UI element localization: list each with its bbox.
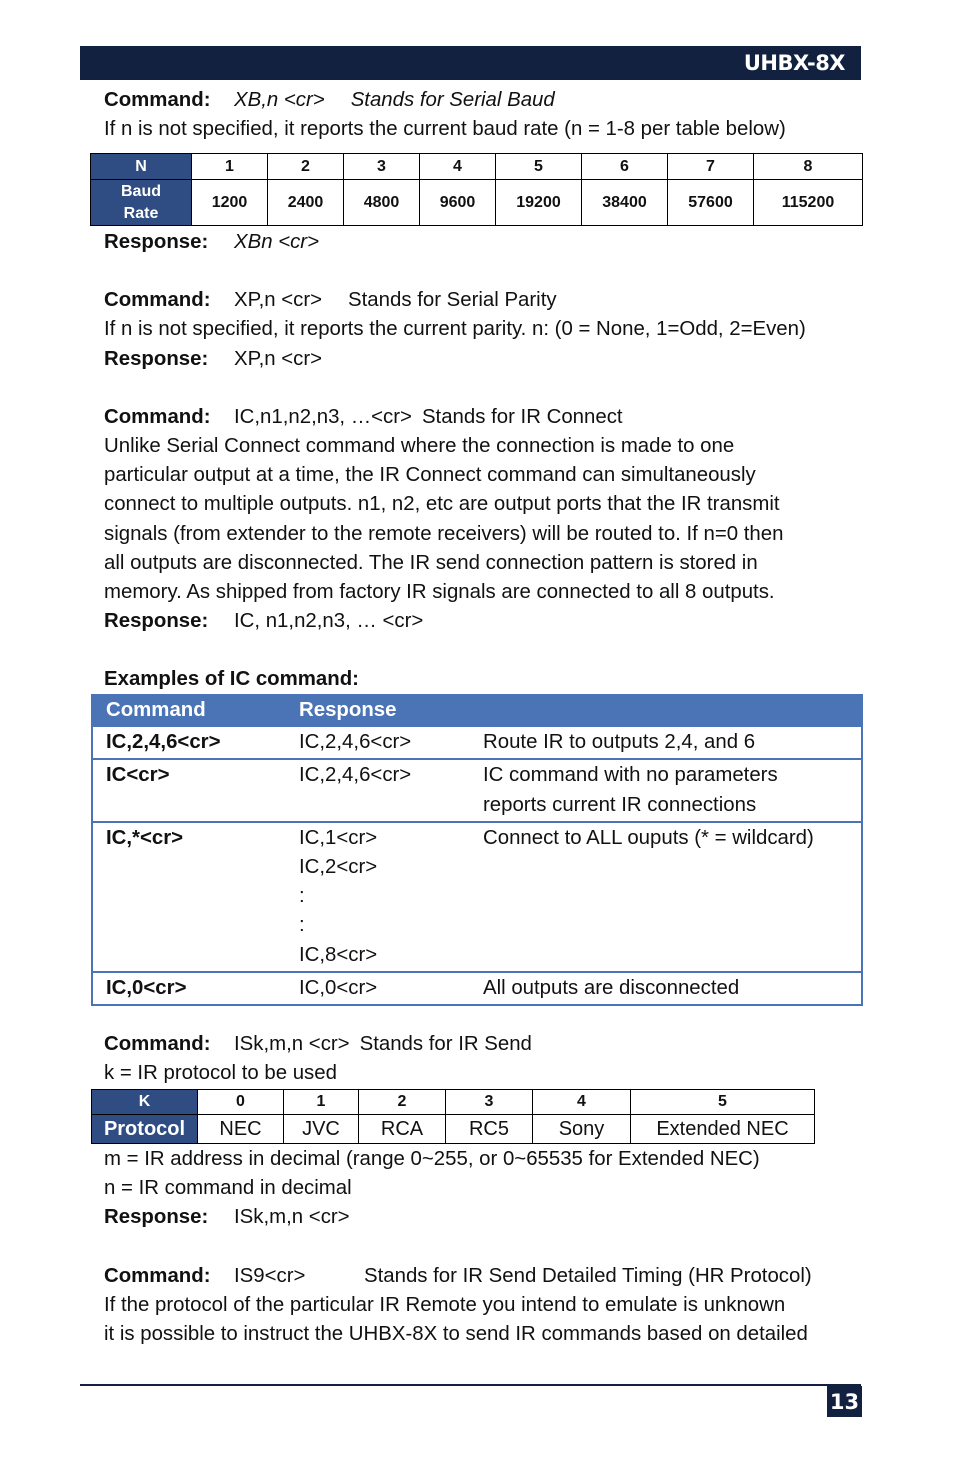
ic-desc-line: connect to multiple outputs. n1, n2, etc are output ports that the IR transmit — [104, 493, 780, 516]
example-command: IC,0<cr> — [92, 972, 286, 1005]
example-response: IC,0<cr> — [286, 972, 470, 1005]
example-note-line: reports current IR connections — [483, 793, 757, 816]
example-note-line: IC command with no parameters — [483, 764, 778, 787]
examples-col-command: Command — [92, 694, 286, 727]
baud-table-rate-header — [91, 180, 192, 226]
command-label: Command: — [104, 405, 211, 428]
is9-desc-line: it is possible to instruct the UHBX-8X to send IR commands based on detailed — [104, 1323, 808, 1346]
example-response-line: IC,2<cr> — [299, 856, 378, 879]
example-note: Connect to ALL ouputs (* = wildcard) — [470, 822, 862, 972]
is9-command-line — [104, 1262, 874, 1291]
ir-protocol-table — [91, 1089, 815, 1144]
is9-command-desc: Stands for IR Send Detailed Timing (HR Protocol) — [364, 1264, 812, 1287]
baud-command-line — [104, 86, 874, 115]
examples-col-note — [470, 694, 862, 727]
examples-header-row — [92, 694, 862, 727]
baud-table-n-row — [91, 154, 863, 180]
is-command-desc: Stands for IR Send — [359, 1033, 532, 1055]
ic-desc-line: particular output at a time, the IR Connect command can simultaneously — [104, 464, 756, 487]
example-command: IC,2,4,6<cr> — [92, 727, 286, 759]
response-label: Response: — [104, 1206, 209, 1229]
command-label: Command: — [104, 89, 211, 111]
ic-desc-line: Unlike Serial Connect command where the connection is made to one — [104, 435, 735, 458]
example-response: IC,2,4,6<cr> — [286, 727, 470, 759]
ir-send-block — [104, 1030, 874, 1088]
command-label: Command: — [104, 1033, 211, 1055]
baud-command-block — [104, 86, 874, 144]
protocol-k-cell: 5 — [631, 1090, 815, 1115]
example-response — [286, 822, 470, 972]
baud-n-cell: 2 — [268, 154, 344, 180]
protocol-k-cell: 4 — [533, 1090, 631, 1115]
parity-response-line — [104, 345, 874, 374]
ic-command-line — [104, 403, 874, 432]
baud-n-cell: 1 — [192, 154, 268, 180]
response-label: Response: — [104, 610, 209, 633]
example-response-line: : — [299, 885, 305, 908]
example-response: IC,2,4,6<cr> — [286, 759, 470, 821]
ic-response: IC, n1,n2,n3, … <cr> — [234, 610, 424, 633]
baud-rate-cell: 38400 — [582, 180, 668, 226]
is-response-line — [104, 1203, 874, 1232]
protocol-k-cell: 2 — [359, 1090, 446, 1115]
parity-command-line — [104, 286, 874, 315]
baud-rate-cell: 4800 — [344, 180, 420, 226]
baud-n-cell: 7 — [668, 154, 754, 180]
table-row — [92, 822, 862, 972]
is-response: ISk,m,n <cr> — [234, 1206, 350, 1229]
is-n-desc: n = IR command in decimal — [104, 1177, 352, 1200]
is-m-desc: m = IR address in decimal (range 0~255, or 0~65535 for Extended NEC) — [104, 1148, 760, 1170]
parity-command-desc: Stands for Serial Parity — [348, 289, 557, 312]
example-note: Route IR to outputs 2,4, and 6 — [470, 727, 862, 759]
protocol-k-row — [92, 1090, 815, 1115]
example-response-line: IC,1<cr> — [299, 826, 378, 849]
baud-rate-cell: 19200 — [496, 180, 582, 226]
response-label: Response: — [104, 231, 209, 253]
protocol-name-cell: RCA — [359, 1115, 446, 1144]
protocol-name-cell: RC5 — [446, 1115, 533, 1144]
baud-n-cell: 8 — [754, 154, 863, 180]
baud-rate-cell: 115200 — [754, 180, 863, 226]
protocol-name-cell: NEC — [198, 1115, 284, 1144]
example-response-line: IC,8<cr> — [299, 943, 378, 966]
baud-rate-cell: 2400 — [268, 180, 344, 226]
baud-rate-cell: 57600 — [668, 180, 754, 226]
baud-header-line2: Rate — [123, 204, 159, 222]
baud-rate-cell: 9600 — [420, 180, 496, 226]
ic-examples-table — [91, 694, 863, 1006]
protocol-name-header: Protocol — [92, 1115, 198, 1144]
table-row — [92, 727, 862, 759]
baud-n-cell: 3 — [344, 154, 420, 180]
example-note: All outputs are disconnected — [470, 972, 862, 1005]
command-label: Command: — [104, 1264, 211, 1287]
baud-n-cell: 4 — [420, 154, 496, 180]
ic-desc-line: signals (from extender to the remote receivers) will be routed to. If n=0 then — [104, 522, 784, 545]
example-command: IC,*<cr> — [92, 822, 286, 972]
is-command: ISk,m,n <cr> — [234, 1033, 350, 1055]
header-bar — [80, 46, 861, 80]
baud-n-cell: 5 — [496, 154, 582, 180]
baud-rate-table — [90, 153, 863, 226]
protocol-k-cell: 0 — [198, 1090, 284, 1115]
product-name: UHBX-8X — [743, 51, 845, 75]
parity-command: XP,n <cr> — [234, 289, 323, 312]
baud-response: XBn <cr> — [234, 231, 320, 253]
baud-table-n-header: N — [91, 154, 192, 180]
protocol-name-cell: Sony — [533, 1115, 631, 1144]
protocol-k-cell: 3 — [446, 1090, 533, 1115]
examples-col-response: Response — [286, 694, 470, 727]
parity-response: XP,n <cr> — [234, 347, 323, 370]
ic-response-line — [104, 607, 874, 636]
baud-n-cell: 6 — [582, 154, 668, 180]
baud-desc: If n is not specified, it reports the current baud rate (n = 1-8 per table below) — [104, 118, 786, 141]
ic-desc-line: all outputs are disconnected. The IR send connection pattern is stored in — [104, 551, 758, 574]
command-label: Command: — [104, 289, 211, 312]
example-response-line: : — [299, 914, 305, 937]
footer-rule — [80, 1384, 861, 1386]
ic-command: IC,n1,n2,n3, …<cr> — [234, 405, 412, 428]
is-command-line — [104, 1030, 874, 1059]
protocol-name-row — [92, 1115, 815, 1144]
ic-command-desc: Stands for IR Connect — [421, 405, 623, 428]
is9-desc-line: If the protocol of the particular IR Remote you intend to emulate is unknown — [104, 1293, 786, 1316]
is-k-desc: k = IR protocol to be used — [104, 1062, 337, 1085]
table-row — [92, 759, 862, 821]
baud-command: XB,n <cr> — [234, 89, 325, 111]
protocol-k-cell: 1 — [284, 1090, 359, 1115]
example-command: IC<cr> — [92, 759, 286, 821]
example-note — [470, 759, 862, 821]
parity-desc: If n is not specified, it reports the current parity. n: (0 = None, 1=Odd, 2=Even) — [104, 318, 806, 341]
protocol-name-cell: Extended NEC — [631, 1115, 815, 1144]
examples-title: Examples of IC command: — [104, 668, 359, 691]
protocol-k-header: K — [92, 1090, 198, 1115]
commands-body — [104, 228, 874, 695]
table-row — [92, 972, 862, 1005]
baud-response-line — [104, 228, 874, 257]
baud-command-desc: Stands for Serial Baud — [350, 89, 555, 111]
ic-desc-line: memory. As shipped from factory IR signals are connected to all 8 outputs. — [104, 581, 775, 604]
page-number: 13 — [827, 1386, 862, 1417]
protocol-name-cell: JVC — [284, 1115, 359, 1144]
baud-table-rate-row — [91, 180, 863, 226]
ir-send-details — [104, 1145, 874, 1349]
baud-header-line1: Baud — [121, 182, 161, 200]
baud-rate-cell: 1200 — [192, 180, 268, 226]
response-label: Response: — [104, 347, 209, 370]
is9-command: IS9<cr> — [234, 1264, 306, 1287]
